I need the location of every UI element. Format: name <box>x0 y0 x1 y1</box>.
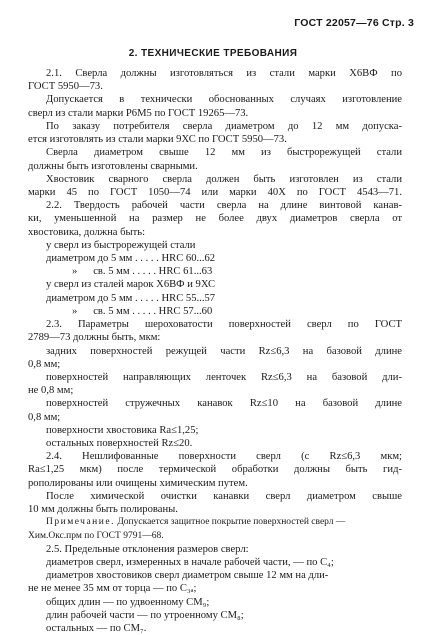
note-line <box>46 516 345 529</box>
text-line: Сверла диаметром свыше 12 мм из быстрорежущей стали <box>46 147 402 159</box>
hardness-row: диаметром до 5 мм . . . . . HRC 60...62 <box>46 253 216 264</box>
text-line: у сверл из быстрорежущей стали <box>46 239 196 251</box>
text-line: у сверл из сталей марок Х6ВФ и 9ХС <box>46 279 216 291</box>
text-line: 0,8 мм; <box>28 411 61 423</box>
hardness-row: диаметром до 5 мм . . . . . HRC 55...57 <box>46 292 216 304</box>
text-line: 0,8 мм; <box>28 358 61 370</box>
text-line: ГОСТ 5950—73. <box>28 81 103 93</box>
page-header: ГОСТ 22057—76 Стр. 3 <box>294 17 414 29</box>
text-line: рополированы или очищены химическим путем. <box>28 477 248 489</box>
note-line: Хим.Окс.прм по ГОСТ 9791—68. <box>28 530 164 541</box>
text-line: общих длин — по удвоенному CM₉; <box>46 596 210 608</box>
section-title: 2. ТЕХНИЧЕСКИЕ ТРЕБОВАНИЯ <box>128 48 298 59</box>
note-text: Допускается защитное покрытие поверхностей сверл — <box>117 517 346 528</box>
text-line: диаметров сверл, измеренных в начале рабочей части, — по C₄; <box>46 556 334 568</box>
text-line: 2.4. Нешлифованные поверхности сверл (с Rz≤6,3 мкм; <box>46 451 402 463</box>
text-line: должны быть изготовлены сварными. <box>28 160 198 172</box>
hardness-row: » св. 5 мм . . . . . HRC 57...60 <box>72 305 213 317</box>
hardness-row: » св. 5 мм . . . . . HRC 61...63 <box>72 266 213 278</box>
text-line: 2.2. Твердость рабочей части сверла на длине винтовой канав- <box>46 200 402 212</box>
text-line: 2.3. Параметры шероховатости поверхностей сверл по ГОСТ <box>46 319 402 331</box>
text-line: 10 мм должны быть полированы. <box>28 504 178 516</box>
text-line: Ra≤1,25 мкм) после термической обработки должны быть гид- <box>28 464 402 476</box>
text-line: поверхности хвостовика Ra≤1,25; <box>46 424 199 436</box>
text-line: хвостовика, должна быть: <box>28 226 146 238</box>
note-label: Примечание. <box>46 517 115 528</box>
text-line: ки, уменьшенной на размер не более двух диаметров сверла от <box>28 213 402 225</box>
text-line: поверхностей направляющих ленточек Rz≤6,3 на базовой дли- <box>46 371 402 383</box>
text-line: поверхностей стружечных канавок Rz≤10 на базовой длине <box>46 398 402 410</box>
text-line: марки 45 по ГОСТ 1050—74 или марки 40Х по ГОСТ 4543—71. <box>28 186 402 198</box>
text-line: длин рабочей части — по утроенному CM₈; <box>46 609 244 621</box>
text-line: не 0,8 мм; <box>28 385 74 397</box>
text-line: После химической очистки канавки сверл диаметром свыше <box>46 490 402 502</box>
text-line: диаметров хвостовиков сверл диаметром свыше 12 мм на дли- <box>46 570 329 582</box>
text-line: сверл из стали марки Р6М5 по ГОСТ 19265—73. <box>28 107 249 119</box>
text-line: не не менее 35 мм от торца — по C₃ₐ; <box>28 583 197 595</box>
text-line: Допускается в технически обоснованных случаях изготовление <box>46 94 402 106</box>
text-line: остальных поверхностей Rz≤20. <box>46 438 193 449</box>
text-line: остальных — по CM₇. <box>46 623 147 634</box>
text-line: 2789—73 должны быть, мкм: <box>28 332 161 344</box>
text-line: 2.1. Сверла должны изготовляться из стали марки Х6ВФ по <box>46 68 402 79</box>
text-line: задних поверхностей режущей части Rz≤6,3 на базовой длине <box>46 345 402 357</box>
text-line: ется изготовлять из стали марки 9ХС по ГОСТ 5950—73. <box>28 134 287 146</box>
text-line: По заказу потребителя сверла диаметром до 12 мм допуска- <box>46 120 402 132</box>
text-line: 2.5. Предельные отклонения размеров сверл: <box>46 543 249 555</box>
text-line: Хвостовик сварного сверла должен быть изготовлен из стали <box>46 173 402 185</box>
